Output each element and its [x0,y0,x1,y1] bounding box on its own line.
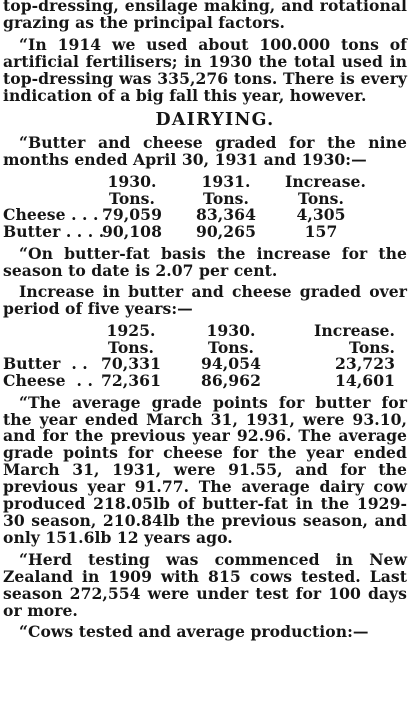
table-cell: 90,108 [102,222,162,242]
table-cell: 86,962 [201,371,261,391]
table-unit: Tons. [207,337,254,357]
paragraph-butter-fat: “On butter-fat basis the increase for the season to date is 2.07 per cent. [3,243,407,280]
table-unit: Tons. [108,188,155,208]
table-row-label: Butter . . . . [3,222,105,242]
table-cell: 157 [304,222,338,242]
table-cell: 14,601 [335,371,395,391]
table-cell: 79,059 [102,205,162,225]
table-header-year: 1925. [106,321,156,341]
table-row-label: Cheese . . [3,371,93,391]
table-unit: Tons. [107,337,154,357]
table-unit: Tons. [202,188,249,208]
table-header-blank [3,174,88,191]
table-cell: 4,305 [296,205,346,225]
paragraph-grazing: top-dressing, ensilage making, and rotational grazing as the principal factors. [3,0,407,32]
table-cell: 70,331 [101,354,161,374]
table-header-year: 1931. [201,172,251,192]
table-unit: Tons. [297,188,344,208]
table-nine-months [3,174,407,240]
table-cell: 23,723 [335,354,395,374]
table-row-label: Cheese . . . . [3,205,110,225]
table-cell: 90,265 [196,222,256,242]
paragraph-five-years: Increase in butter and cheese graded over period of five years:— [3,282,407,319]
table-header-year: 1930. [206,321,256,341]
paragraph-graded-nine-months: “Butter and cheese graded for the nine months ended April 30, 1931 and 1930:— [3,133,407,170]
table-unit: Tons. [348,337,395,357]
paragraph-cows-tested: “Cows tested and average production:— [19,622,369,642]
table-five-years [3,323,407,389]
table-header-increase: Increase. [314,321,395,341]
section-heading-dairying: DAIRYING. [155,110,275,131]
table-cell: 72,361 [101,371,161,391]
table-header-year: 1930. [107,172,157,192]
table-row-label: Butter . . [3,354,88,374]
table-cell: 83,364 [196,205,256,225]
paragraph-fertilisers: “In 1914 we used about 100.000 tons of artificial fertilisers; in 1930 the total used in top-dressing was 335,276 tons. There is every indication of a big fall this year, however. [3,34,407,105]
paragraph-herd-testing: “Herd testing was commenced in New Zealand in 1909 with 815 cows tested. Last season 272,554 were under test for 100 days or more. [3,549,407,620]
table-header-increase: Increase. [285,172,366,192]
table-cell: 94,054 [201,354,261,374]
table-header-blank [3,323,81,340]
paragraph-grade-points: “The average grade points for butter for the year ended March 31, 1931, were 93.10, and for the previous year 92.96. The average grade points for cheese for the year ended March 31, 1931, were 91.55, and for the previous year 91.77. The average dairy cow produced 218.05lb of butter-fat in the 1929-30 season, 210.84lb the previous season, and only 151.6lb 12 years ago. [3,392,407,547]
